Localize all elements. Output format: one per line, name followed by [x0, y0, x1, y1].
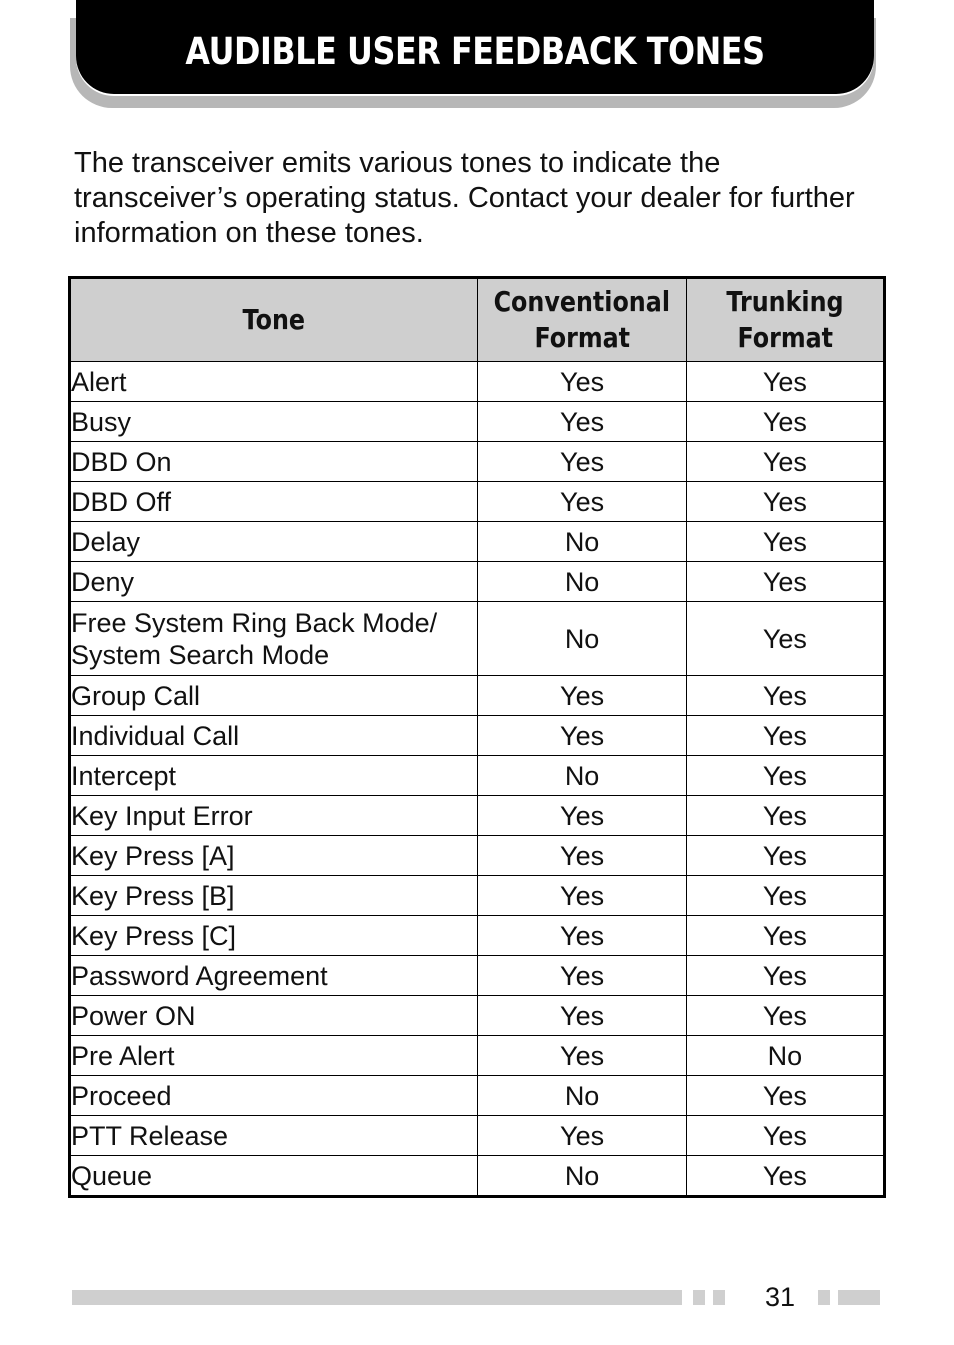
cell-trunking: Yes — [686, 916, 884, 956]
footer-bar-segment — [818, 1290, 830, 1305]
column-header-label: Format — [737, 321, 833, 354]
cell-conventional: No — [478, 602, 687, 676]
cell-trunking: Yes — [686, 482, 884, 522]
cell-trunking: Yes — [686, 562, 884, 602]
cell-conventional: No — [478, 562, 687, 602]
table-row — [70, 756, 885, 796]
footer-bar-segment — [713, 1290, 725, 1305]
cell-trunking: Yes — [686, 676, 884, 716]
cell-conventional: No — [478, 1076, 687, 1116]
table-row — [70, 836, 885, 876]
column-header-label: Tone — [242, 303, 306, 336]
table-row — [70, 996, 885, 1036]
table-row — [70, 676, 885, 716]
column-header-label: Conventional — [493, 285, 671, 318]
cell-trunking: Yes — [686, 1116, 884, 1156]
cell-trunking: Yes — [686, 876, 884, 916]
cell-tone: Password Agreement — [70, 956, 478, 996]
cell-tone: Free System Ring Back Mode/ System Search Mode — [70, 602, 478, 676]
cell-conventional: Yes — [478, 956, 687, 996]
cell-conventional: Yes — [478, 716, 687, 756]
cell-trunking: Yes — [686, 716, 884, 756]
cell-conventional: No — [478, 1156, 687, 1197]
cell-tone: PTT Release — [70, 1116, 478, 1156]
cell-tone: Individual Call — [70, 716, 478, 756]
cell-tone: Key Input Error — [70, 796, 478, 836]
table-row — [70, 1076, 885, 1116]
cell-trunking: Yes — [686, 796, 884, 836]
cell-trunking: Yes — [686, 996, 884, 1036]
cell-trunking: Yes — [686, 442, 884, 482]
table-header-row — [70, 278, 885, 362]
column-header-label: Format — [534, 321, 630, 354]
footer-bar-segment — [693, 1290, 705, 1305]
cell-trunking: Yes — [686, 956, 884, 996]
cell-tone: Group Call — [70, 676, 478, 716]
table-row — [70, 1116, 885, 1156]
cell-trunking: Yes — [686, 522, 884, 562]
cell-conventional: Yes — [478, 796, 687, 836]
table-row — [70, 1156, 885, 1197]
table-row — [70, 916, 885, 956]
column-header-tone — [70, 278, 478, 362]
intro-paragraph: The transceiver emits various tones to indicate the transceiver’s operating status. Contact your dealer for further information on these tones. — [74, 147, 855, 249]
table-row — [70, 402, 885, 442]
table-row — [70, 716, 885, 756]
cell-conventional: No — [478, 756, 687, 796]
cell-trunking: Yes — [686, 836, 884, 876]
cell-trunking: Yes — [686, 602, 884, 676]
cell-tone: Key Press [C] — [70, 916, 478, 956]
table-row — [70, 602, 885, 676]
column-header-conventional — [478, 278, 687, 362]
table-row — [70, 796, 885, 836]
cell-tone: DBD On — [70, 442, 478, 482]
table-body — [70, 362, 885, 1197]
cell-tone: Alert — [70, 362, 478, 402]
table-row — [70, 1036, 885, 1076]
cell-conventional: No — [478, 522, 687, 562]
cell-trunking: Yes — [686, 1156, 884, 1197]
cell-tone: DBD Off — [70, 482, 478, 522]
table-row — [70, 956, 885, 996]
cell-tone: Queue — [70, 1156, 478, 1197]
cell-tone: Intercept — [70, 756, 478, 796]
page-title: AUDIBLE USER FEEDBACK TONES — [185, 30, 765, 73]
page-number: 31 — [764, 1282, 796, 1312]
tones-table — [68, 276, 886, 1198]
cell-trunking: Yes — [686, 362, 884, 402]
table-row — [70, 876, 885, 916]
footer-bar — [72, 1290, 682, 1305]
cell-tone: Proceed — [70, 1076, 478, 1116]
cell-conventional: Yes — [478, 442, 687, 482]
cell-conventional: Yes — [478, 996, 687, 1036]
cell-conventional: Yes — [478, 916, 687, 956]
cell-conventional: Yes — [478, 836, 687, 876]
cell-tone: Key Press [A] — [70, 836, 478, 876]
column-header-trunking — [686, 278, 884, 362]
footer-bar-end — [838, 1290, 880, 1305]
cell-conventional: Yes — [478, 482, 687, 522]
cell-trunking: Yes — [686, 1076, 884, 1116]
cell-tone: Pre Alert — [70, 1036, 478, 1076]
table-row — [70, 442, 885, 482]
column-header-label: Trunking — [726, 285, 844, 318]
cell-tone: Busy — [70, 402, 478, 442]
table-row — [70, 362, 885, 402]
header-banner — [76, 0, 874, 94]
cell-conventional: Yes — [478, 676, 687, 716]
cell-tone: Delay — [70, 522, 478, 562]
cell-conventional: Yes — [478, 402, 687, 442]
table-row — [70, 562, 885, 602]
cell-tone: Key Press [B] — [70, 876, 478, 916]
cell-conventional: Yes — [478, 876, 687, 916]
table-row — [70, 482, 885, 522]
cell-trunking: Yes — [686, 756, 884, 796]
cell-trunking: No — [686, 1036, 884, 1076]
cell-conventional: Yes — [478, 362, 687, 402]
cell-tone: Deny — [70, 562, 478, 602]
cell-trunking: Yes — [686, 402, 884, 442]
table-row — [70, 522, 885, 562]
cell-conventional: Yes — [478, 1116, 687, 1156]
cell-tone: Power ON — [70, 996, 478, 1036]
cell-conventional: Yes — [478, 1036, 687, 1076]
